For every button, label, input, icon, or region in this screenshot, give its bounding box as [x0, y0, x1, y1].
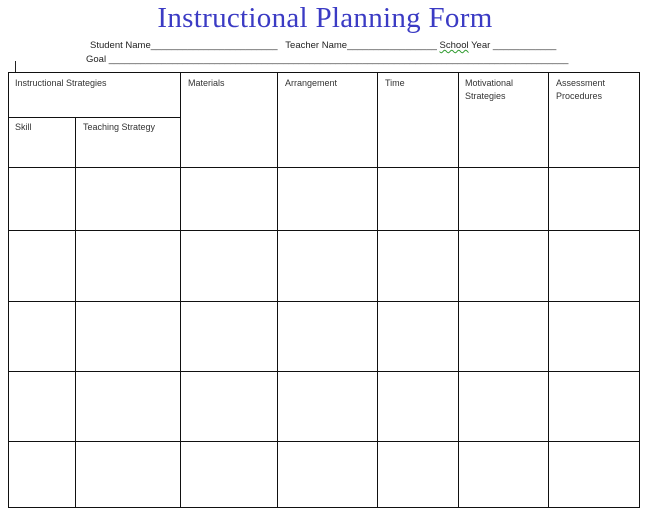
- table-cell-r1-c7[interactable]: [550, 169, 637, 228]
- table-cell-r3-c1[interactable]: [11, 303, 73, 369]
- student-teacher-year-line: [90, 40, 556, 51]
- header-time: Time: [385, 78, 405, 88]
- goal-blank[interactable]: _______________________________________________________________________________________: [108, 54, 569, 65]
- teacher-name-label: Teacher Name: [285, 40, 348, 51]
- table-cell-r5-c2[interactable]: [77, 443, 178, 505]
- header-instructional-strategies: Instructional Strategies: [15, 78, 107, 88]
- table-cell-r1-c3[interactable]: [182, 169, 275, 228]
- header-motivational-line2: Strategies: [465, 90, 506, 101]
- goal-line: [86, 54, 568, 65]
- table-cell-r3-c7[interactable]: [550, 303, 637, 369]
- text-cursor: [15, 61, 16, 72]
- table-cell-r2-c6[interactable]: [460, 232, 546, 299]
- header-assessment-procedures: [556, 77, 605, 102]
- table-cell-r2-c1[interactable]: [11, 232, 73, 299]
- table-cell-r1-c6[interactable]: [460, 169, 546, 228]
- table-cell-r5-c4[interactable]: [279, 443, 375, 505]
- school-label: School: [439, 40, 469, 51]
- table-cell-r2-c3[interactable]: [182, 232, 275, 299]
- table-cell-r5-c7[interactable]: [550, 443, 637, 505]
- table-cell-r4-c2[interactable]: [77, 373, 178, 439]
- table-cell-r3-c4[interactable]: [279, 303, 375, 369]
- table-cell-r5-c6[interactable]: [460, 443, 546, 505]
- student-name-blank[interactable]: ________________________: [150, 40, 278, 51]
- table-cell-r1-c5[interactable]: [379, 169, 456, 228]
- student-name-label: Student Name: [90, 40, 151, 51]
- table-cell-r4-c5[interactable]: [379, 373, 456, 439]
- header-assessment-line1: Assessment: [556, 78, 606, 88]
- table-cell-r1-c2[interactable]: [77, 169, 178, 228]
- table-cell-r2-c4[interactable]: [279, 232, 375, 299]
- table-cell-r1-c1[interactable]: [11, 169, 73, 228]
- planning-table: [8, 72, 640, 508]
- header-materials: Materials: [188, 78, 225, 88]
- table-cell-r5-c5[interactable]: [379, 443, 456, 505]
- table-cell-r5-c1[interactable]: [11, 443, 73, 505]
- header-teaching-strategy: Teaching Strategy: [83, 122, 156, 132]
- header-motivational-line1: Motivational: [465, 78, 514, 88]
- table-cell-r3-c5[interactable]: [379, 303, 456, 369]
- table-cell-r5-c3[interactable]: [182, 443, 275, 505]
- form-title: Instructional Planning Form: [157, 2, 493, 34]
- header-motivational-strategies: [465, 77, 513, 102]
- table-cell-r1-c4[interactable]: [279, 169, 375, 228]
- header-skill: Skill: [15, 122, 32, 132]
- table-cell-r4-c4[interactable]: [279, 373, 375, 439]
- table-cell-r3-c3[interactable]: [182, 303, 275, 369]
- school-year-blank[interactable]: ____________: [492, 40, 557, 51]
- table-cell-r2-c7[interactable]: [550, 232, 637, 299]
- table-cell-r3-c6[interactable]: [460, 303, 546, 369]
- header-assessment-line2: Procedures: [556, 90, 603, 101]
- table-cell-r4-c6[interactable]: [460, 373, 546, 439]
- table-cell-r2-c5[interactable]: [379, 232, 456, 299]
- table-cell-r4-c1[interactable]: [11, 373, 73, 439]
- year-label: Year: [471, 40, 491, 51]
- table-cell-r2-c2[interactable]: [77, 232, 178, 299]
- table-cell-r3-c2[interactable]: [77, 303, 178, 369]
- header-arrangement: Arrangement: [285, 78, 338, 88]
- table-cell-r4-c7[interactable]: [550, 373, 637, 439]
- teacher-name-blank[interactable]: _________________: [347, 40, 437, 51]
- table-cell-r4-c3[interactable]: [182, 373, 275, 439]
- goal-label: Goal: [86, 54, 107, 65]
